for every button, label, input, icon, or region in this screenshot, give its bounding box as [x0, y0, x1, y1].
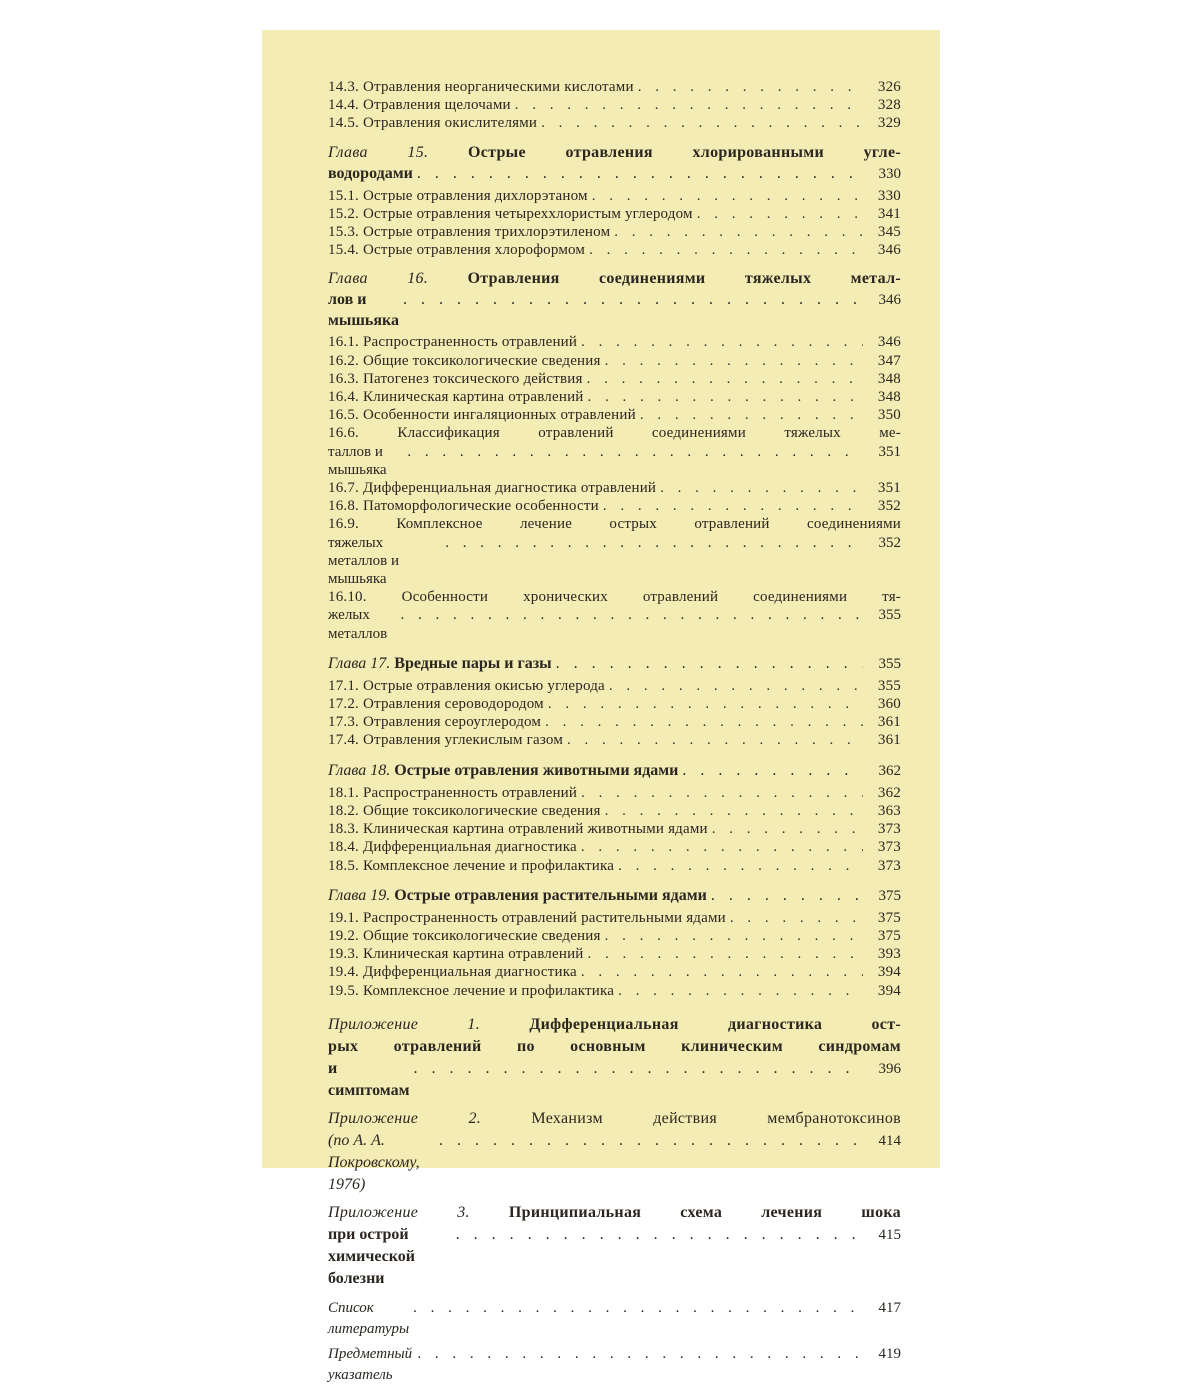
page-number: 414 [878, 1132, 901, 1149]
page-number: 346 [878, 292, 901, 309]
toc-entry-16-3: 16.3. Патогенез токсического действия . . . 348 [328, 370, 901, 388]
toc-subject-index: Предметный указатель . . . 419 [328, 1344, 901, 1386]
toc-entry-16-1: 16.1. Распространенность отравлений . . . 346 [328, 333, 901, 351]
toc-entry-18-3: 18.3. Клиническая картина отравлений животными ядами . . . 373 [328, 820, 901, 838]
page-number: 326 [877, 79, 901, 95]
page-number: 355 [877, 677, 901, 694]
page-number: 348 [877, 370, 901, 387]
page-number: 394 [877, 964, 901, 981]
page-number: 373 [877, 839, 901, 856]
toc-chapter-16: Глава 16. Отравления соединениями тяжелых метал- лов и мышьяка . . . 346 [328, 268, 901, 331]
page-number: 348 [877, 389, 901, 406]
page-number: 393 [877, 946, 901, 963]
toc-entry-14-5: 14.5. Отравления окислителями . . . 329 [328, 114, 901, 132]
page-number: 360 [877, 696, 901, 713]
toc-appendix-2: Приложение 2. Механизм действия мембранотоксинов (по А. А. Покровскому, 1976) . . . 414 [328, 1108, 901, 1196]
page-number: 375 [878, 887, 901, 904]
toc-entry-19-1: 19.1. Распространенность отравлений растительными ядами . . . 375 [328, 909, 901, 927]
page-number: 328 [877, 97, 901, 114]
toc-entry-16-9: 16.9. Комплексное лечение острых отравлений соединениями тяжелых металлов и мышьяка . . . 352 [328, 515, 901, 588]
toc-entry-17-1: 17.1. Острые отравления окисью углерода . . . 355 [328, 677, 901, 695]
toc-entry-16-7: 16.7. Дифференциальная диагностика отравлений . . . 351 [328, 479, 901, 497]
page-number: 362 [878, 762, 901, 779]
page-number: 361 [877, 714, 901, 731]
toc-chapter-19: Глава 19. Острые отравления растительными ядами . . . 375 [328, 885, 901, 907]
table-of-contents [328, 78, 901, 1386]
toc-entry-16-2: 16.2. Общие токсикологические сведения . . . 347 [328, 352, 901, 370]
toc-entry-19-2: 19.2. Общие токсикологические сведения . . . 375 [328, 927, 901, 945]
page-number: 346 [877, 334, 901, 351]
toc-entry-16-6: 16.6. Классификация отравлений соединениями тяжелых ме- таллов и мышьяка . . . 351 [328, 424, 901, 479]
page-number: 330 [878, 165, 901, 182]
page-number: 415 [878, 1226, 901, 1243]
page-number: 329 [877, 115, 901, 132]
toc-entry-17-3: 17.3. Отравления сероуглеродом . . . 361 [328, 713, 901, 731]
page-number: 352 [878, 534, 901, 551]
page-number: 351 [878, 443, 901, 460]
page-number: 394 [877, 982, 901, 999]
toc-chapter-18: Глава 18. Острые отравления животными ядами . . . 362 [328, 760, 901, 782]
toc-appendix-1: Приложение 1. Дифференциальная диагностика ост- рых отравлений по основным клиническим синдромам и симптомам . . . 396 [328, 1014, 901, 1102]
page-number: 361 [877, 732, 901, 749]
toc-entry-14-4: 14.4. Отравления щелочами . . . 328 [328, 96, 901, 114]
toc-entry-19-4: 19.4. Дифференциальная диагностика . . . 394 [328, 963, 901, 981]
page-number: 362 [877, 784, 901, 801]
page-number: 419 [878, 1345, 901, 1362]
page-number: 347 [877, 352, 901, 369]
toc-chapter-15: Глава 15. Острые отравления хлорированными угле- водородами . . . 330 [328, 142, 901, 185]
page-number: 350 [877, 407, 901, 424]
toc-entry-16-10: 16.10. Особенности хронических отравлений соединениями тя- желых металлов . . . 355 [328, 588, 901, 643]
toc-entry-16-4: 16.4. Клиническая картина отравлений . . . 348 [328, 388, 901, 406]
toc-entry-15-3: 15.3. Острые отравления трихлорэтиленом . . . 345 [328, 223, 901, 241]
page-number: 345 [877, 224, 901, 241]
toc-entry-19-5: 19.5. Комплексное лечение и профилактика . . . 394 [328, 982, 901, 1000]
toc-entry-17-4: 17.4. Отравления углекислым газом . . . 361 [328, 731, 901, 749]
toc-entry-15-4: 15.4. Острые отравления хлороформом . . . 346 [328, 241, 901, 259]
toc-chapter-17: Глава 17. Вредные пары и газы . . . 355 [328, 653, 901, 675]
book-page [262, 30, 940, 1383]
page-number: 375 [877, 909, 901, 926]
toc-entry-17-2: 17.2. Отравления сероводородом . . . 360 [328, 695, 901, 713]
page-number: 341 [877, 205, 901, 222]
toc-entry-19-3: 19.3. Клиническая картина отравлений . . . 393 [328, 945, 901, 963]
toc-entry-18-5: 18.5. Комплексное лечение и профилактика . . . 373 [328, 857, 901, 875]
toc-entry-18-4: 18.4. Дифференциальная диагностика . . . 373 [328, 838, 901, 856]
page-number: 346 [877, 242, 901, 259]
page-number: 363 [877, 802, 901, 819]
toc-entry-14-3: 14.3. Отравления неорганическими кислотами . . . 326 [328, 78, 901, 96]
page-number: 351 [877, 480, 901, 497]
page-number: 417 [878, 1299, 901, 1316]
page-number: 355 [878, 607, 901, 624]
toc-entry-16-5: 16.5. Особенности ингаляционных отравлений . . . 350 [328, 406, 901, 424]
toc-entry-15-2: 15.2. Острые отравления четыреххлористым углеродом . . . 341 [328, 205, 901, 223]
toc-references: Список литературы . . . 417 [328, 1298, 901, 1340]
toc-entry-15-1: 15.1. Острые отравления дихлорэтаном . . . 330 [328, 187, 901, 205]
page-number: 330 [877, 187, 901, 204]
page-number: 373 [877, 857, 901, 874]
toc-entry-18-2: 18.2. Общие токсикологические сведения . . . 363 [328, 802, 901, 820]
page-number: 352 [877, 498, 901, 515]
page-number: 375 [877, 927, 901, 944]
page-number: 373 [877, 821, 901, 838]
toc-entry-18-1: 18.1. Распространенность отравлений . . . 362 [328, 784, 901, 802]
page-number: 396 [878, 1060, 901, 1077]
toc-appendix-3: Приложение 3. Принципиальная схема лечения шока при острой химической болезни . . . 415 [328, 1202, 901, 1290]
page-number: 355 [878, 655, 901, 672]
toc-entry-16-8: 16.8. Патоморфологические особенности . . . 352 [328, 497, 901, 515]
